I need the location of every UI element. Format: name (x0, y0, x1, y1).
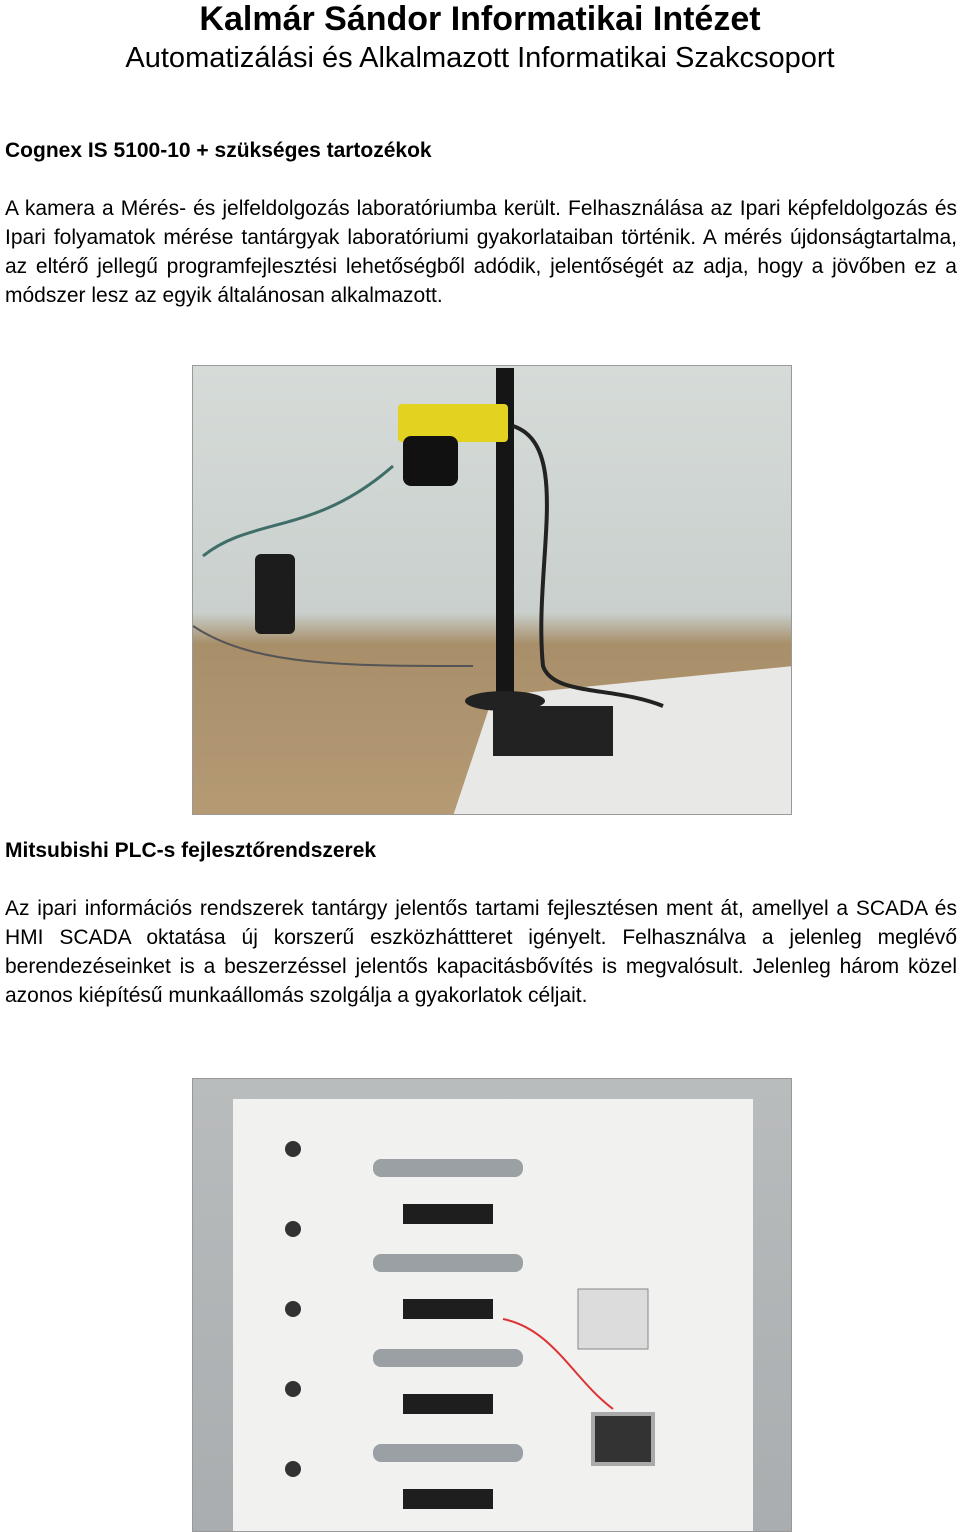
section-heading-mitsubishi: Mitsubishi PLC-s fejlesztőrendszerek (5, 839, 377, 862)
section-paragraph-cognex: A kamera a Mérés- és jelfeldolgozás laboratóriumba került. Felhasználása az Ipari képfeldolgozás és Ipari folyamatok mérése tantárgyak laboratóriumi gyakorlataiban történik. A mérés újdonságtartalma, az eltérő jellegű programfejlesztési lehetőségből adódik, jelentőségét az adja, hogy a jövőben ez a módszer lesz az egyik általánosan alkalmazott. (5, 197, 957, 307)
section-heading-cognex: Cognex IS 5100-10 + szükséges tartozékok (5, 139, 432, 162)
page-title: Kalmár Sándor Informatikai Intézet (199, 0, 761, 38)
section-paragraph-mitsubishi: Az ipari információs rendszerek tantárgy jelentős tartami fejlesztésen ment át, amellyel a SCADA és HMI SCADA oktatása új korszerű eszközháttteret igényelt. Felhasználva a jelenleg meglévő berendezéseinket is a beszerzéssel jelentős kapacitásbővítés is megvalósult. Jelenleg három közel azonos kiépítésű munkaállomás szolgálja a gyakorlatok céljait. (5, 897, 957, 1007)
page-subtitle: Automatizálási és Alkalmazott Informatikai Szakcsoport (125, 42, 835, 74)
plc-workstation-photo (192, 1078, 792, 1532)
cognex-camera-photo (192, 365, 792, 815)
